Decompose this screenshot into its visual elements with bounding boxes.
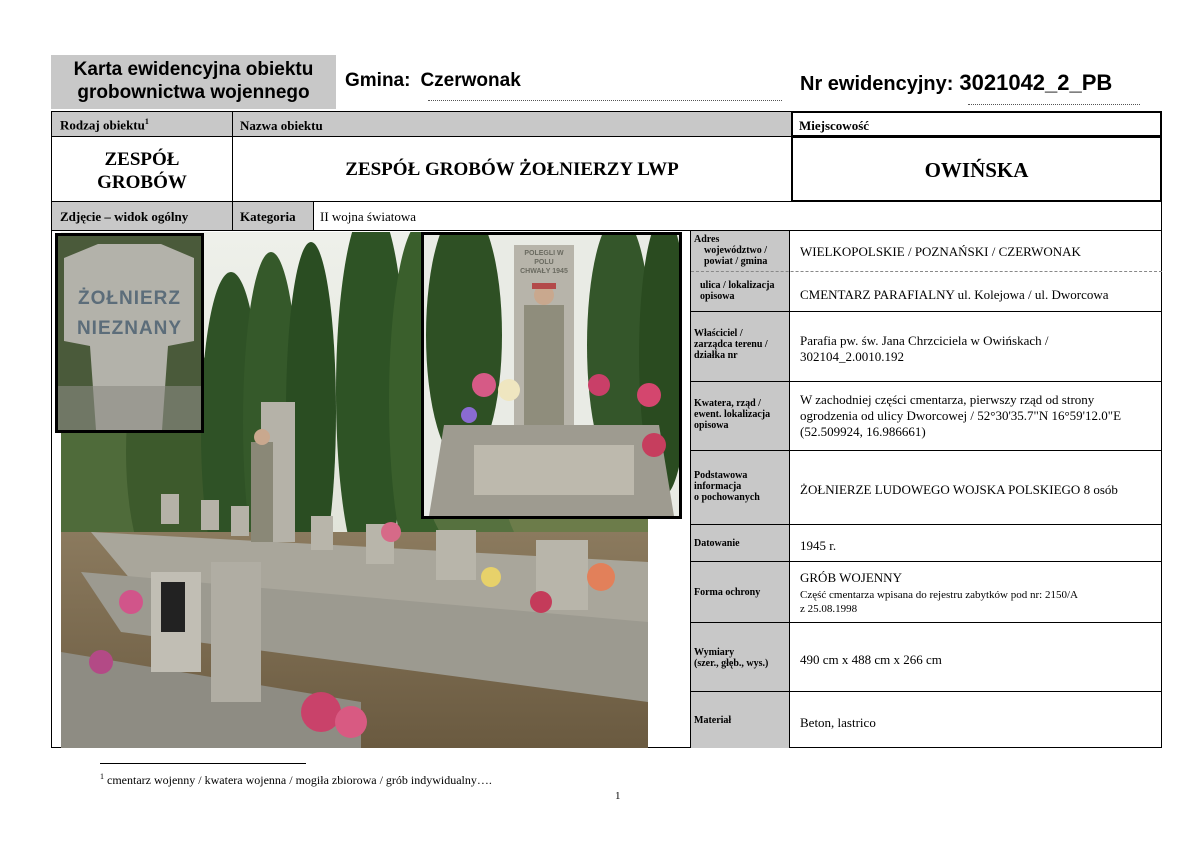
kwatera-label [694,398,770,431]
wlasciciel-value-line2: 302104_2.0010.192 [800,349,904,364]
rodzaj-value-line2: GROBÓW [97,172,187,193]
monument-inscription-line1: POLEGLI W POLU [524,250,564,266]
footnote-text: cmentarz wojenny / kwatera wojenna / mogiła zbiorowa / grób indywidualny…. [107,773,492,787]
forma-label: Forma ochrony [694,587,761,598]
card-title [51,55,336,109]
monument-inscription-line2: CHWAŁY 1945 [520,268,568,275]
page-number: 1 [615,790,621,802]
podstawowa-label-line3: o pochowanych [694,492,760,503]
adres-label [694,234,767,267]
datowanie-label: Datowanie [694,538,740,549]
wymiary-label-line2: (szer., głęb., wys.) [694,658,769,669]
adres-dashed-divider [691,271,1162,272]
ulica-label [700,280,774,302]
forma-divider [691,622,1162,623]
adres-label-line2: województwo / [704,245,768,256]
datowanie-value: 1945 r. [800,538,837,553]
forma-value [800,569,1078,616]
material-value: Beton, lastrico [800,715,876,730]
ulica-divider [691,311,1162,312]
rodzaj-value [52,148,232,194]
card-title-line2: grobownictwa wojennego [77,82,310,103]
nazwa-label: Nazwa obiektu [240,118,323,133]
kategoria-value: II wojna światowa [320,209,417,224]
ulica-value: CMENTARZ PARAFIALNY ul. Kolejowa / ul. Dworcowa [800,287,1109,302]
registry-number-value: 3021042_2_PB [959,70,1113,95]
miejscowosc-label: Miejscowość [799,118,870,133]
wymiary-divider [691,691,1162,692]
row3-divider [51,230,1162,231]
material-label: Materiał [694,715,732,726]
inset-photo-monument-drawing [424,235,679,516]
kwatera-label-line3: opisowa [694,420,729,431]
nazwa-value: ZESPÓŁ GROBÓW ŻOŁNIERZY LWP [345,159,679,180]
kwatera-value [800,392,1121,440]
wlasciciel-label [694,328,768,361]
datowanie-divider [691,561,1162,562]
kwatera-label-line2: ewent. lokalizacja [694,409,771,420]
inset-stone-inscription [58,284,201,344]
kategoria-label: Kategoria [240,209,296,224]
podstawowa-label [694,470,760,503]
rodzaj-value-line1: ZESPÓŁ [104,149,180,170]
gmina [345,70,521,92]
footnote [100,772,492,788]
col-divider-details [789,230,790,748]
inset-photo-monument [421,232,682,519]
adres-label-line1: Adres [694,234,720,245]
wlasciciel-value-line1: Parafia pw. św. Jana Chrzciciela w Owińskach / [800,333,1049,348]
adres-label-line3: powiat / gmina [704,256,768,267]
wymiary-label [694,647,768,669]
wlasciciel-label-line1: Właściciel / [694,328,743,339]
footnote-marker: 1 [100,772,104,781]
zdjecie-label: Zdjęcie – widok ogólny [60,209,189,224]
wlasciciel-label-line2: zarządca terenu / [694,339,768,350]
gmina-value: Czerwonak [420,70,521,91]
col-divider-1 [232,111,233,230]
ulica-label-line2: opisowa [700,291,735,302]
kwatera-divider [691,450,1162,451]
wlasciciel-label-line3: działka nr [694,350,738,361]
footnote-separator [100,763,306,764]
forma-value-line2: Część cmentarza wpisana do rejestru zabytków pod nr: 2150/A [800,589,1078,601]
wlasciciel-value [800,333,1048,365]
monument-inscription [514,249,574,276]
gmina-label: Gmina: [345,70,411,91]
podstawowa-label-line1: Podstawowa [694,470,748,481]
col-divider-kategoria [313,202,314,230]
inset-inscription-line1: ŻOŁNIERZ [78,288,181,309]
podstawowa-divider [691,524,1162,525]
inset-photo-unknown-soldier [55,233,204,433]
kwatera-value-line3: (52.509924, 16.986661) [800,424,926,439]
kwatera-value-line1: W zachodniej części cmentarza, pierwszy rząd od strony [800,392,1095,407]
registry-number-label: Nr ewidencyjny: [800,73,954,95]
adres-value: WIELKOPOLSKIE / POZNAŃSKI / CZERWONAK [800,244,1081,259]
wymiary-value: 490 cm x 488 cm x 266 cm [800,652,942,667]
wlasciciel-divider [691,381,1162,382]
podstawowa-label-line2: informacja [694,481,742,492]
kwatera-value-line2: ogrodzenia od ulicy Dworcowej / 52°30'35.7"N 16°59'12.0"E [800,408,1122,423]
registry-dotted-line [968,104,1140,105]
rodzaj-label: Rodzaj obiektu$^1$ [60,117,149,133]
wymiary-label-line1: Wymiary [694,647,735,658]
card-title-line1: Karta ewidencyjna obiektu [73,59,314,80]
inset-inscription-line2: NIEZNANY [76,318,183,339]
registry-number [800,70,1112,96]
forma-value-line1: GRÓB WOJENNY [800,570,902,585]
podstawowa-value: ŻOŁNIERZE LUDOWEGO WOJSKA POLSKIEGO 8 osób [800,482,1118,497]
ulica-label-line1: ulica / lokalizacja [700,280,775,291]
forma-value-line3: z 25.08.1998 [800,603,858,615]
gmina-dotted-line [428,100,782,101]
miejscowosc-value: OWIŃSKA [924,158,1029,182]
kwatera-label-line1: Kwatera, rząd / [694,398,761,409]
